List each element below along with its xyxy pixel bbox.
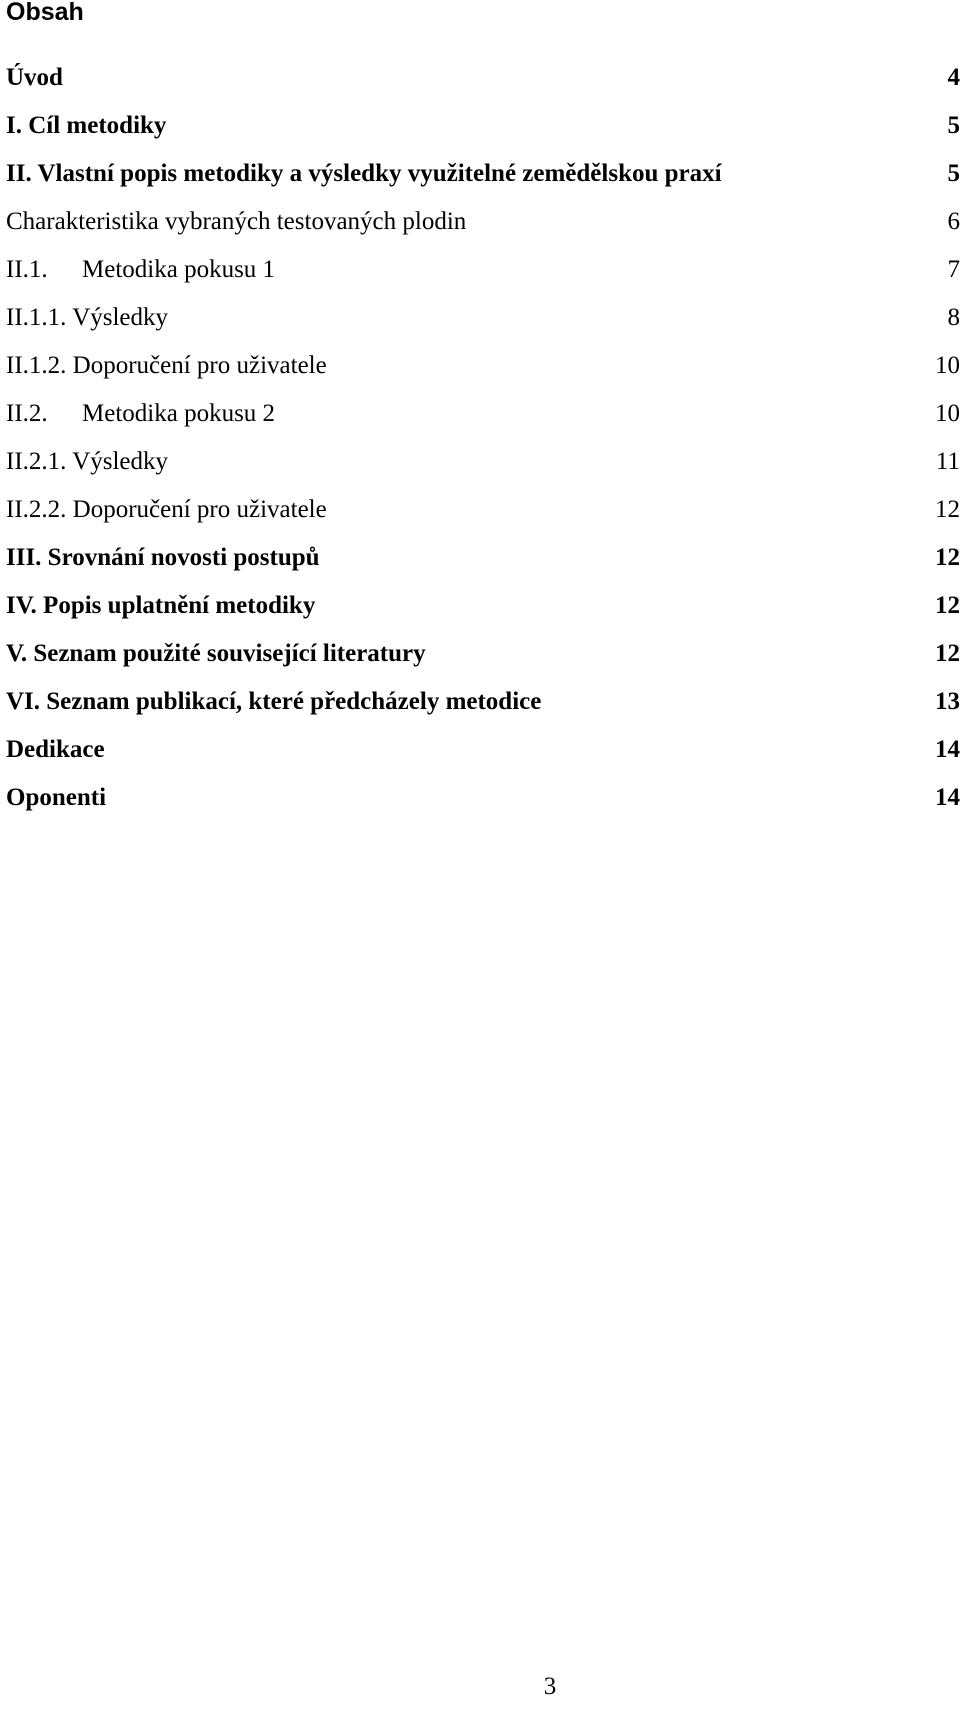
page-title: Obsah	[6, 0, 84, 26]
toc-entry-seznam-publikaci[interactable]	[6, 682, 960, 730]
toc-entry-title: Oponenti	[6, 784, 107, 811]
toc-entry-page: 10	[935, 400, 960, 427]
toc-entry-page: 12	[935, 640, 960, 667]
toc-entry-metodika-pokusu-2[interactable]	[6, 394, 960, 442]
toc-entry-cil-metodiky[interactable]	[6, 106, 960, 154]
toc-entry-title: II.1.2. Doporučení pro uživatele	[6, 352, 327, 379]
toc-entry-title: Metodika pokusu 1	[82, 256, 276, 283]
toc-entry-page: 8	[947, 304, 960, 331]
toc-entry-page: 7	[947, 256, 960, 283]
toc-entry-metodika-pokusu-1[interactable]	[6, 250, 960, 298]
toc-entry-title: Dedikace	[6, 736, 105, 763]
toc-entry-page: 4	[947, 64, 960, 91]
toc-entry-page: 12	[935, 496, 960, 523]
toc-entry-page: 14	[935, 784, 960, 811]
toc-entry-number: II.1.	[6, 256, 48, 283]
toc-entry-doporuceni-2[interactable]	[6, 490, 960, 538]
toc-entry-page: 11	[935, 448, 960, 475]
toc-entry-seznam-literatury[interactable]	[6, 634, 960, 682]
toc-entry-vysledky-2[interactable]	[6, 442, 960, 490]
toc-entry-title: II.2.2. Doporučení pro uživatele	[6, 496, 327, 523]
toc-entry-page: 5	[947, 112, 960, 139]
toc-entry-page: 14	[935, 736, 960, 763]
toc-entry-page: 12	[935, 544, 960, 571]
toc-entry-popis-uplatneni[interactable]	[6, 586, 960, 634]
toc-entry-oponenti[interactable]	[6, 778, 960, 826]
toc-entry-title: I. Cíl metodiky	[6, 112, 167, 139]
toc-entry-title: Charakteristika vybraných testovaných plodin	[6, 208, 467, 235]
toc-entry-title: II. Vlastní popis metodiky a výsledky využitelné zemědělskou praxí	[6, 160, 722, 187]
toc-entry-page: 13	[935, 688, 960, 715]
toc-entry-page: 5	[947, 160, 960, 187]
toc-entry-title: IV. Popis uplatnění metodiky	[6, 592, 316, 619]
toc-entry-page: 12	[935, 592, 960, 619]
toc-entry-page: 6	[947, 208, 960, 235]
toc-entry-title: Metodika pokusu 2	[82, 400, 276, 427]
toc-entry-title: Úvod	[6, 64, 63, 91]
toc-entry-vlastni-popis[interactable]	[6, 154, 960, 202]
toc-entry-page: 10	[935, 352, 960, 379]
page-number: 3	[543, 1673, 557, 1700]
toc-entry-title: III. Srovnání novosti postupů	[6, 544, 320, 571]
toc-entry-charakteristika[interactable]	[6, 202, 960, 250]
toc-entry-vysledky-1[interactable]	[6, 298, 960, 346]
toc-entry-title: II.2.1. Výsledky	[6, 448, 169, 475]
toc-entry-title: VI. Seznam publikací, které předcházely metodice	[6, 688, 542, 715]
toc-entry-uvod[interactable]	[6, 58, 960, 106]
toc-entry-title: II.1.1. Výsledky	[6, 304, 169, 331]
table-of-contents	[6, 58, 960, 826]
toc-entry-label	[6, 250, 900, 290]
toc-entry-label	[6, 394, 900, 434]
toc-entry-srovnani-novosti[interactable]	[6, 538, 960, 586]
toc-entry-doporuceni-1[interactable]	[6, 346, 960, 394]
toc-entry-dedikace[interactable]	[6, 730, 960, 778]
toc-entry-title: V. Seznam použité související literatury	[6, 640, 426, 667]
toc-entry-number: II.2.	[6, 400, 48, 427]
